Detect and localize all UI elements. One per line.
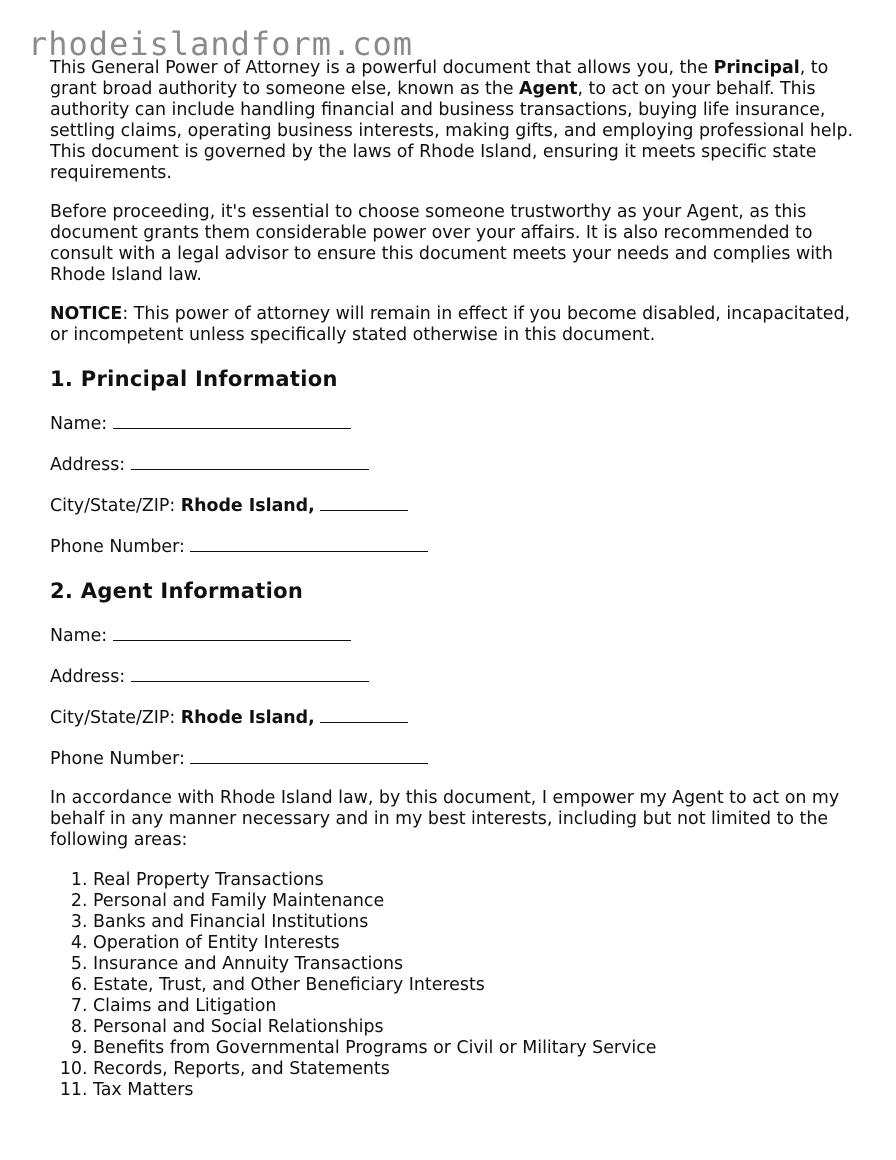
list-item: 1. Real Property Transactions — [93, 870, 860, 891]
list-item: 10. Records, Reports, and Statements — [93, 1059, 860, 1080]
principal-term: Principal — [713, 58, 800, 78]
principal-address-field: Address: — [50, 453, 860, 476]
notice-label: NOTICE — [50, 304, 123, 324]
principal-city-field: City/State/ZIP: Rhode Island, — [50, 494, 860, 517]
principal-name-field: Name: — [50, 412, 860, 435]
agent-heading: 2. Agent Information — [50, 579, 304, 603]
principal-zip-blank[interactable] — [320, 494, 408, 511]
principal-name-blank[interactable] — [113, 412, 351, 429]
intro-paragraph-2: Before proceeding, it's essential to choose someone trustworthy as your Agent, as this document grants them considerable power over your affairs. It is also recommended to consult with a legal advisor to ensure this document meets your needs and complies with Rhode Island law. — [50, 202, 833, 285]
agent-name-field: Name: — [50, 624, 860, 647]
principal-phone-field: Phone Number: — [50, 535, 860, 558]
powers-list — [50, 870, 860, 1101]
powers-intro: In accordance with Rhode Island law, by this document, I empower my Agent to act on my behalf in any manner necessary and in my best interests, including but not limited to the following areas: — [50, 788, 840, 850]
agent-address-blank[interactable] — [131, 665, 369, 682]
list-item: 6. Estate, Trust, and Other Beneficiary Interests — [93, 975, 860, 996]
list-item: 8. Personal and Social Relationships — [93, 1017, 860, 1038]
list-item: 9. Benefits from Governmental Programs or Civil or Military Service — [93, 1038, 860, 1059]
agent-phone-field: Phone Number: — [50, 747, 860, 770]
intro-paragraph-1: This General Power of Attorney is a powerful document that allows you, the Principal, to grant broad authority to someone else, known as the Agent, to act on your behalf. This authority can include handling financial and business transactions, buying life insurance, settling claims, operating business interests, making gifts, and employing professional help. This document is governed by the laws of Rhode Island, ensuring it meets specific state requirements. — [50, 58, 854, 183]
watermark: rhodeislandform.com — [28, 25, 414, 63]
agent-name-blank[interactable] — [113, 624, 351, 641]
notice-paragraph: NOTICE: This power of attorney will remain in effect if you become disabled, incapacitated, or incompetent unless specifically stated otherwise in this document. — [50, 304, 851, 345]
principal-address-blank[interactable] — [131, 453, 369, 470]
agent-zip-blank[interactable] — [320, 706, 408, 723]
agent-address-field: Address: — [50, 665, 860, 688]
list-item: 5. Insurance and Annuity Transactions — [93, 954, 860, 975]
list-item: 2. Personal and Family Maintenance — [93, 891, 860, 912]
agent-phone-blank[interactable] — [190, 747, 428, 764]
document-body — [50, 58, 860, 1101]
principal-phone-blank[interactable] — [190, 535, 428, 552]
principal-heading: 1. Principal Information — [50, 367, 338, 391]
list-item: 3. Banks and Financial Institutions — [93, 912, 860, 933]
agent-term: Agent — [519, 79, 578, 99]
list-item: 11. Tax Matters — [93, 1080, 860, 1101]
list-item: 7. Claims and Litigation — [93, 996, 860, 1017]
agent-city-field: City/State/ZIP: Rhode Island, — [50, 706, 860, 729]
list-item: 4. Operation of Entity Interests — [93, 933, 860, 954]
